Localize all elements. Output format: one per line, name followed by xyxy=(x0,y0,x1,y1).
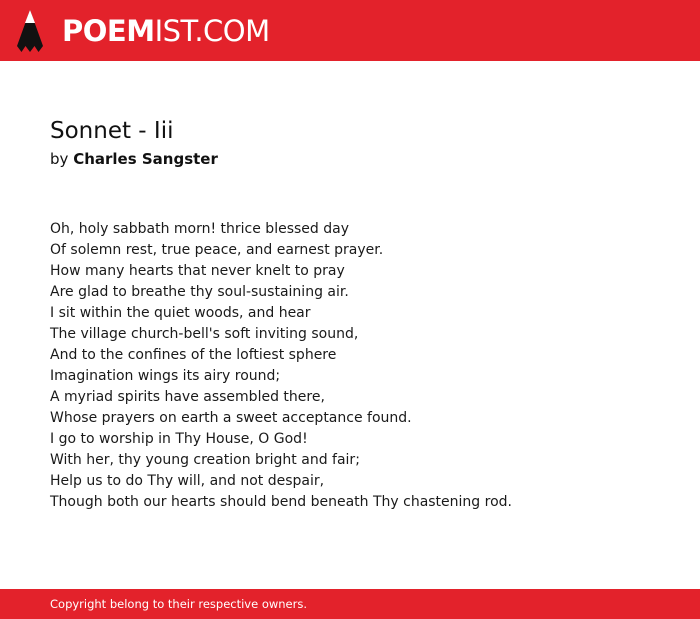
poem-author: Charles Sangster xyxy=(73,150,218,168)
poem-byline xyxy=(50,149,218,169)
poem-line: How many hearts that never knelt to pray xyxy=(50,263,345,279)
poem-line: Of solemn rest, true peace, and earnest prayer. xyxy=(50,242,384,258)
page-footer xyxy=(0,589,700,619)
site-logo-text xyxy=(62,10,270,52)
poem-title: Sonnet - Iii xyxy=(50,118,174,144)
logo-light-part: IST.COM xyxy=(154,14,270,48)
poem-line: Are glad to breathe thy soul-sustaining air. xyxy=(50,284,349,300)
poem-line: I go to worship in Thy House, O God! xyxy=(50,431,308,447)
site-logo-link[interactable] xyxy=(17,10,270,52)
poem-line: Imagination wings its airy round; xyxy=(50,368,281,384)
poem-line: Though both our hearts should bend beneath Thy chastening rod. xyxy=(50,494,512,510)
poem-line: A myriad spirits have assembled there, xyxy=(50,389,325,405)
poem-line: And to the confines of the loftiest sphere xyxy=(50,347,337,363)
poem-line: Help us to do Thy will, and not despair, xyxy=(50,473,325,489)
poem-line: The village church-bell's soft inviting sound, xyxy=(50,326,359,342)
poem-line: Whose prayers on earth a sweet acceptance found. xyxy=(50,410,412,426)
logo-bold-part: POEM xyxy=(62,14,155,48)
copyright-text: Copyright belong to their respective owners. xyxy=(50,597,308,611)
poem-body xyxy=(50,219,512,513)
poem-line: With her, thy young creation bright and fair; xyxy=(50,452,360,468)
pencil-tip-icon xyxy=(17,10,43,52)
poem-line: Oh, holy sabbath morn! thrice blessed day xyxy=(50,221,349,237)
by-prefix: by xyxy=(50,150,69,168)
top-header xyxy=(0,0,700,61)
poem-line: I sit within the quiet woods, and hear xyxy=(50,305,311,321)
